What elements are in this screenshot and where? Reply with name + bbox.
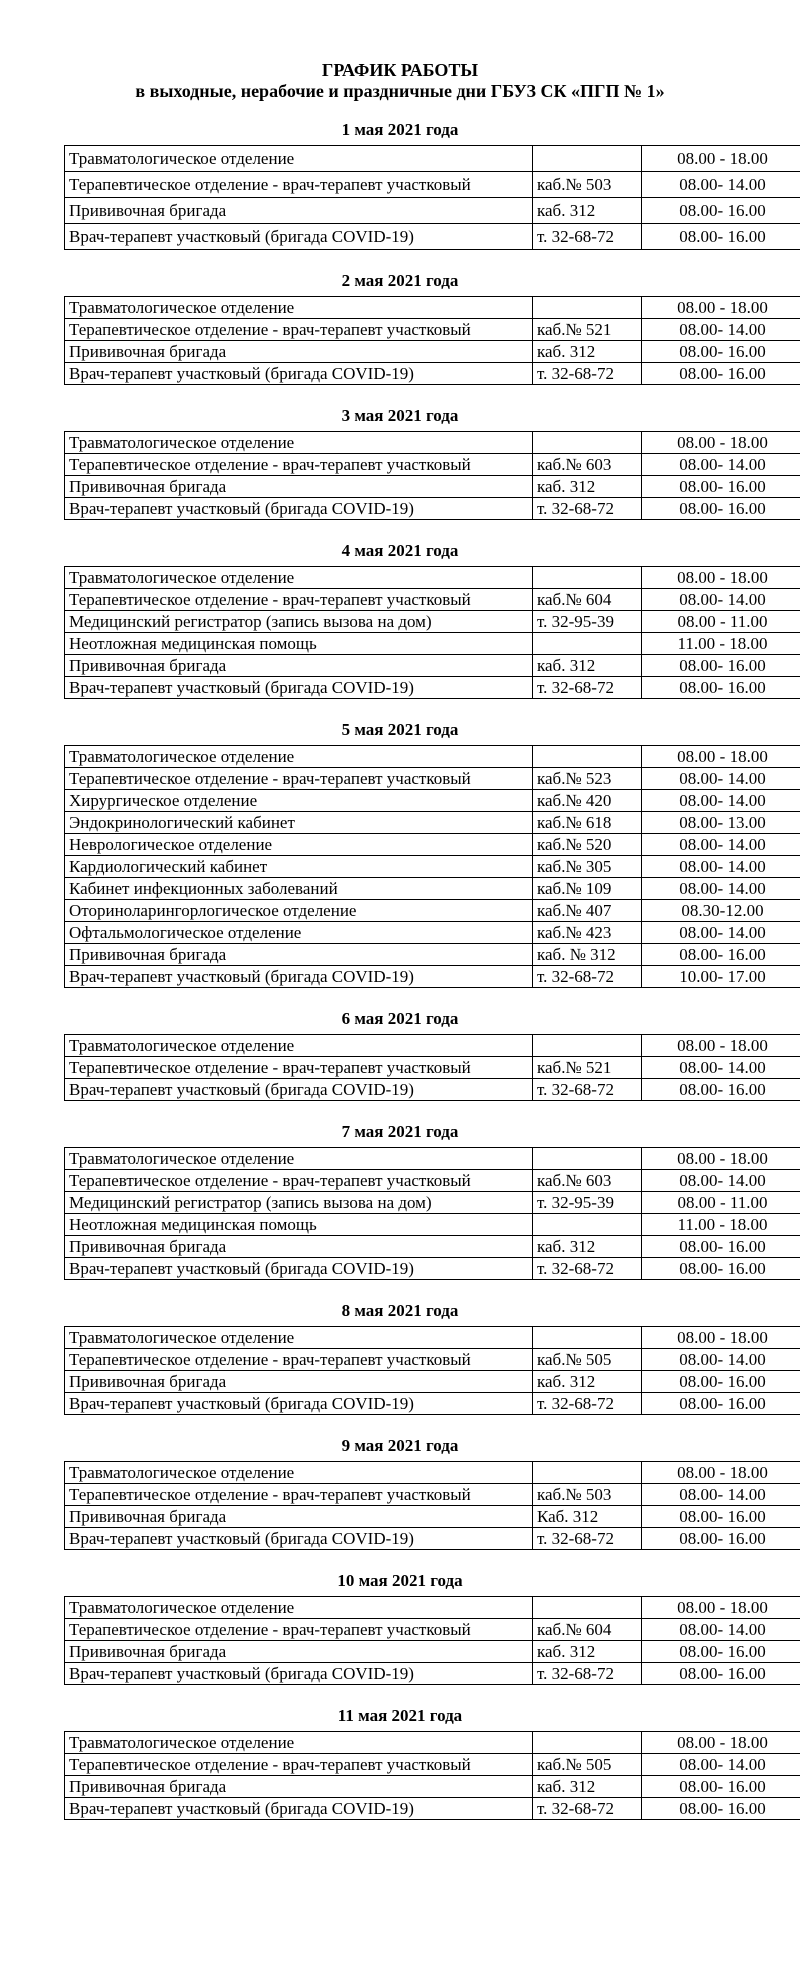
day-section	[0, 120, 800, 250]
hours-cell: 08.00- 16.00	[642, 198, 800, 224]
hours-cell: 08.00- 16.00	[642, 363, 800, 385]
room-cell: т. 32-95-39	[533, 611, 642, 633]
table-row	[65, 1371, 800, 1393]
day-section	[0, 1706, 800, 1820]
day-section	[0, 1009, 800, 1101]
table-row	[65, 454, 800, 476]
room-cell: каб.№ 305	[533, 856, 642, 878]
table-row	[65, 1393, 800, 1415]
department-cell: Терапевтическое отделение - врач-терапевт участковый	[65, 1754, 533, 1776]
hours-cell: 08.00- 16.00	[642, 1798, 800, 1820]
table-row	[65, 922, 800, 944]
department-cell: Неотложная медицинская помощь	[65, 633, 533, 655]
hours-cell: 08.00 - 18.00	[642, 432, 800, 454]
table-row	[65, 146, 800, 172]
table-row	[65, 746, 800, 768]
hours-cell: 08.00- 16.00	[642, 1393, 800, 1415]
schedule-table	[64, 1461, 800, 1550]
table-row	[65, 1619, 800, 1641]
day-heading: 5 мая 2021 года	[341, 720, 459, 739]
table-row	[65, 1192, 800, 1214]
department-cell: Прививочная бригада	[65, 1641, 533, 1663]
department-cell: Травматологическое отделение	[65, 146, 533, 172]
department-cell: Врач-терапевт участковый (бригада COVID-19)	[65, 1528, 533, 1550]
table-row	[65, 1349, 800, 1371]
room-cell: каб.№ 604	[533, 1619, 642, 1641]
room-cell	[533, 1462, 642, 1484]
day-section	[0, 406, 800, 520]
day-heading: 7 мая 2021 года	[341, 1122, 459, 1141]
department-cell: Врач-терапевт участковый (бригада COVID-19)	[65, 1663, 533, 1685]
hours-cell: 08.00- 16.00	[642, 1528, 800, 1550]
room-cell	[533, 432, 642, 454]
department-cell: Травматологическое отделение	[65, 1148, 533, 1170]
room-cell: т. 32-68-72	[533, 1663, 642, 1685]
department-cell: Травматологическое отделение	[65, 1732, 533, 1754]
table-row	[65, 611, 800, 633]
room-cell: каб.№ 503	[533, 172, 642, 198]
day-heading: 9 мая 2021 года	[341, 1436, 459, 1455]
department-cell: Терапевтическое отделение - врач-терапевт участковый	[65, 1057, 533, 1079]
table-row	[65, 1462, 800, 1484]
hours-cell: 08.00- 13.00	[642, 812, 800, 834]
day-heading: 3 мая 2021 года	[341, 406, 459, 425]
department-cell: Травматологическое отделение	[65, 1597, 533, 1619]
table-row	[65, 341, 800, 363]
room-cell: каб.№ 420	[533, 790, 642, 812]
department-cell: Терапевтическое отделение - врач-терапевт участковый	[65, 1619, 533, 1641]
room-cell	[533, 746, 642, 768]
hours-cell: 08.00- 14.00	[642, 1484, 800, 1506]
hours-cell: 08.00- 14.00	[642, 1349, 800, 1371]
schedule-table	[64, 296, 800, 385]
hours-cell: 08.00- 16.00	[642, 677, 800, 699]
department-cell: Терапевтическое отделение - врач-терапевт участковый	[65, 589, 533, 611]
room-cell	[533, 297, 642, 319]
hours-cell: 08.00 - 18.00	[642, 1035, 800, 1057]
hours-cell: 08.00 - 18.00	[642, 146, 800, 172]
room-cell: каб. 312	[533, 1236, 642, 1258]
room-cell: Каб. 312	[533, 1506, 642, 1528]
room-cell: каб. № 312	[533, 944, 642, 966]
room-cell: каб.№ 503	[533, 1484, 642, 1506]
department-cell: Офтальмологическое отделение	[65, 922, 533, 944]
room-cell: каб.№ 505	[533, 1754, 642, 1776]
document-subtitle: в выходные, нерабочие и праздничные дни ГБУЗ СК «ПГП № 1»	[135, 81, 665, 101]
room-cell: т. 32-68-72	[533, 1079, 642, 1101]
hours-cell: 08.00- 16.00	[642, 1776, 800, 1798]
room-cell	[533, 1327, 642, 1349]
department-cell: Прививочная бригада	[65, 476, 533, 498]
room-cell: каб. 312	[533, 1776, 642, 1798]
department-cell: Травматологическое отделение	[65, 567, 533, 589]
room-cell: каб.№ 505	[533, 1349, 642, 1371]
table-row	[65, 198, 800, 224]
schedule-table	[64, 1596, 800, 1685]
hours-cell: 08.00- 14.00	[642, 589, 800, 611]
hours-cell: 08.00 - 11.00	[642, 1192, 800, 1214]
table-row	[65, 1214, 800, 1236]
room-cell	[533, 146, 642, 172]
hours-cell: 08.00- 16.00	[642, 655, 800, 677]
hours-cell: 08.00- 16.00	[642, 1079, 800, 1101]
room-cell: каб.№ 523	[533, 768, 642, 790]
day-section	[0, 1571, 800, 1685]
hours-cell: 08.00- 14.00	[642, 454, 800, 476]
department-cell: Врач-терапевт участковый (бригада COVID-19)	[65, 677, 533, 699]
schedule-table	[64, 1326, 800, 1415]
room-cell: каб. 312	[533, 1371, 642, 1393]
department-cell: Прививочная бригада	[65, 1236, 533, 1258]
room-cell	[533, 567, 642, 589]
hours-cell: 08.00- 16.00	[642, 498, 800, 520]
hours-cell: 08.00- 16.00	[642, 224, 800, 250]
table-row	[65, 790, 800, 812]
day-heading: 10 мая 2021 года	[337, 1571, 463, 1590]
room-cell	[533, 1035, 642, 1057]
day-section	[0, 1436, 800, 1550]
department-cell: Неотложная медицинская помощь	[65, 1214, 533, 1236]
room-cell: т. 32-95-39	[533, 1192, 642, 1214]
table-row	[65, 655, 800, 677]
department-cell: Неврологическое отделение	[65, 834, 533, 856]
room-cell: каб.№ 109	[533, 878, 642, 900]
department-cell: Врач-терапевт участковый (бригада COVID-19)	[65, 224, 533, 250]
hours-cell: 08.00- 14.00	[642, 856, 800, 878]
department-cell: Прививочная бригада	[65, 655, 533, 677]
table-row	[65, 834, 800, 856]
table-row	[65, 1597, 800, 1619]
hours-cell: 08.00 - 18.00	[642, 1732, 800, 1754]
table-row	[65, 1170, 800, 1192]
table-row	[65, 1057, 800, 1079]
hours-cell: 11.00 - 18.00	[642, 633, 800, 655]
day-heading: 4 мая 2021 года	[341, 541, 459, 560]
hours-cell: 08.00 - 18.00	[642, 1327, 800, 1349]
table-row	[65, 633, 800, 655]
hours-cell: 08.00- 14.00	[642, 1754, 800, 1776]
document-title: ГРАФИК РАБОТЫ	[321, 60, 479, 80]
table-row	[65, 900, 800, 922]
hours-cell: 08.00- 14.00	[642, 319, 800, 341]
department-cell: Медицинский регистратор (запись вызова на дом)	[65, 611, 533, 633]
room-cell	[533, 1148, 642, 1170]
department-cell: Медицинский регистратор (запись вызова на дом)	[65, 1192, 533, 1214]
room-cell: каб.№ 603	[533, 1170, 642, 1192]
room-cell: каб. 312	[533, 341, 642, 363]
department-cell: Прививочная бригада	[65, 341, 533, 363]
table-row	[65, 172, 800, 198]
department-cell: Травматологическое отделение	[65, 432, 533, 454]
table-row	[65, 878, 800, 900]
table-row	[65, 812, 800, 834]
department-cell: Врач-терапевт участковый (бригада COVID-19)	[65, 966, 533, 988]
department-cell: Кардиологический кабинет	[65, 856, 533, 878]
table-row	[65, 1732, 800, 1754]
room-cell: т. 32-68-72	[533, 1393, 642, 1415]
room-cell: каб. 312	[533, 476, 642, 498]
room-cell: каб.№ 618	[533, 812, 642, 834]
hours-cell: 08.00 - 18.00	[642, 567, 800, 589]
department-cell: Терапевтическое отделение - врач-терапевт участковый	[65, 1349, 533, 1371]
table-row	[65, 498, 800, 520]
schedule-table	[64, 566, 800, 699]
room-cell: т. 32-68-72	[533, 966, 642, 988]
table-row	[65, 1484, 800, 1506]
hours-cell: 08.00- 16.00	[642, 341, 800, 363]
hours-cell: 08.00 - 11.00	[642, 611, 800, 633]
hours-cell: 08.00 - 18.00	[642, 1597, 800, 1619]
room-cell: т. 32-68-72	[533, 363, 642, 385]
hours-cell: 11.00 - 18.00	[642, 1214, 800, 1236]
hours-cell: 08.00- 14.00	[642, 768, 800, 790]
department-cell: Эндокринологический кабинет	[65, 812, 533, 834]
room-cell	[533, 1214, 642, 1236]
hours-cell: 08.00- 14.00	[642, 790, 800, 812]
room-cell: каб.№ 407	[533, 900, 642, 922]
day-heading: 1 мая 2021 года	[341, 120, 459, 139]
table-row	[65, 432, 800, 454]
table-row	[65, 476, 800, 498]
hours-cell: 08.00- 16.00	[642, 944, 800, 966]
hours-cell: 08.00- 14.00	[642, 1170, 800, 1192]
table-row	[65, 944, 800, 966]
table-row	[65, 677, 800, 699]
room-cell: каб.№ 604	[533, 589, 642, 611]
hours-cell: 08.00- 16.00	[642, 476, 800, 498]
table-row	[65, 966, 800, 988]
hours-cell: 08.00- 16.00	[642, 1258, 800, 1280]
table-row	[65, 297, 800, 319]
room-cell: т. 32-68-72	[533, 224, 642, 250]
hours-cell: 08.00- 14.00	[642, 922, 800, 944]
day-section	[0, 541, 800, 699]
schedule-days	[0, 120, 800, 1820]
room-cell	[533, 633, 642, 655]
hours-cell: 08.00- 16.00	[642, 1663, 800, 1685]
room-cell: т. 32-68-72	[533, 1258, 642, 1280]
hours-cell: 08.00- 14.00	[642, 1619, 800, 1641]
hours-cell: 08.00- 14.00	[642, 878, 800, 900]
department-cell: Врач-терапевт участковый (бригада COVID-19)	[65, 1079, 533, 1101]
table-row	[65, 1035, 800, 1057]
table-row	[65, 1641, 800, 1663]
department-cell: Прививочная бригада	[65, 1371, 533, 1393]
table-row	[65, 567, 800, 589]
department-cell: Хирургическое отделение	[65, 790, 533, 812]
room-cell: т. 32-68-72	[533, 1798, 642, 1820]
hours-cell: 08.00 - 18.00	[642, 1462, 800, 1484]
department-cell: Травматологическое отделение	[65, 1327, 533, 1349]
hours-cell: 08.00 - 18.00	[642, 1148, 800, 1170]
table-row	[65, 1798, 800, 1820]
room-cell: т. 32-68-72	[533, 677, 642, 699]
schedule-table	[64, 145, 800, 250]
room-cell: каб.№ 521	[533, 319, 642, 341]
department-cell: Терапевтическое отделение - врач-терапевт участковый	[65, 319, 533, 341]
room-cell: каб. 312	[533, 198, 642, 224]
hours-cell: 08.00- 14.00	[642, 172, 800, 198]
day-section	[0, 1122, 800, 1280]
schedule-table	[64, 431, 800, 520]
table-row	[65, 1327, 800, 1349]
day-heading: 8 мая 2021 года	[341, 1301, 459, 1320]
department-cell: Терапевтическое отделение - врач-терапевт участковый	[65, 1484, 533, 1506]
table-row	[65, 1148, 800, 1170]
department-cell: Прививочная бригада	[65, 198, 533, 224]
hours-cell: 08.00 - 18.00	[642, 746, 800, 768]
table-row	[65, 1663, 800, 1685]
table-row	[65, 1528, 800, 1550]
room-cell: каб.№ 520	[533, 834, 642, 856]
hours-cell: 08.00- 16.00	[642, 1371, 800, 1393]
day-section	[0, 271, 800, 385]
department-cell: Прививочная бригада	[65, 1506, 533, 1528]
table-row	[65, 1079, 800, 1101]
table-row	[65, 768, 800, 790]
room-cell	[533, 1732, 642, 1754]
room-cell: каб. 312	[533, 655, 642, 677]
table-row	[65, 1258, 800, 1280]
table-row	[65, 1236, 800, 1258]
department-cell: Терапевтическое отделение - врач-терапевт участковый	[65, 172, 533, 198]
day-section	[0, 1301, 800, 1415]
day-heading: 11 мая 2021 года	[337, 1706, 463, 1725]
hours-cell: 08.30-12.00	[642, 900, 800, 922]
schedule-table	[64, 1731, 800, 1820]
room-cell: каб.№ 521	[533, 1057, 642, 1079]
table-row	[65, 224, 800, 250]
schedule-table	[64, 1034, 800, 1101]
department-cell: Терапевтическое отделение - врач-терапевт участковый	[65, 1170, 533, 1192]
room-cell	[533, 1597, 642, 1619]
department-cell: Травматологическое отделение	[65, 297, 533, 319]
table-row	[65, 363, 800, 385]
department-cell: Терапевтическое отделение - врач-терапевт участковый	[65, 454, 533, 476]
department-cell: Прививочная бригада	[65, 1776, 533, 1798]
department-cell: Врач-терапевт участковый (бригада COVID-19)	[65, 1258, 533, 1280]
table-row	[65, 1776, 800, 1798]
table-row	[65, 319, 800, 341]
schedule-table	[64, 1147, 800, 1280]
hours-cell: 08.00- 16.00	[642, 1506, 800, 1528]
department-cell: Травматологическое отделение	[65, 1035, 533, 1057]
hours-cell: 08.00- 16.00	[642, 1236, 800, 1258]
department-cell: Врач-терапевт участковый (бригада COVID-19)	[65, 1393, 533, 1415]
department-cell: Травматологическое отделение	[65, 746, 533, 768]
table-row	[65, 1754, 800, 1776]
hours-cell: 08.00- 16.00	[642, 1641, 800, 1663]
department-cell: Врач-терапевт участковый (бригада COVID-19)	[65, 1798, 533, 1820]
table-row	[65, 1506, 800, 1528]
department-cell: Оториноларингорлогическое отделение	[65, 900, 533, 922]
day-section	[0, 720, 800, 988]
room-cell: каб. 312	[533, 1641, 642, 1663]
room-cell: т. 32-68-72	[533, 498, 642, 520]
table-row	[65, 589, 800, 611]
department-cell: Врач-терапевт участковый (бригада COVID-19)	[65, 498, 533, 520]
day-heading: 6 мая 2021 года	[341, 1009, 459, 1028]
room-cell: каб.№ 423	[533, 922, 642, 944]
department-cell: Врач-терапевт участковый (бригада COVID-19)	[65, 363, 533, 385]
hours-cell: 08.00- 14.00	[642, 834, 800, 856]
room-cell: т. 32-68-72	[533, 1528, 642, 1550]
department-cell: Терапевтическое отделение - врач-терапевт участковый	[65, 768, 533, 790]
schedule-table	[64, 745, 800, 988]
hours-cell: 08.00 - 18.00	[642, 297, 800, 319]
hours-cell: 10.00- 17.00	[642, 966, 800, 988]
day-heading: 2 мая 2021 года	[341, 271, 459, 290]
room-cell: каб.№ 603	[533, 454, 642, 476]
hours-cell: 08.00- 14.00	[642, 1057, 800, 1079]
table-row	[65, 856, 800, 878]
department-cell: Кабинет инфекционных заболеваний	[65, 878, 533, 900]
department-cell: Прививочная бригада	[65, 944, 533, 966]
department-cell: Травматологическое отделение	[65, 1462, 533, 1484]
